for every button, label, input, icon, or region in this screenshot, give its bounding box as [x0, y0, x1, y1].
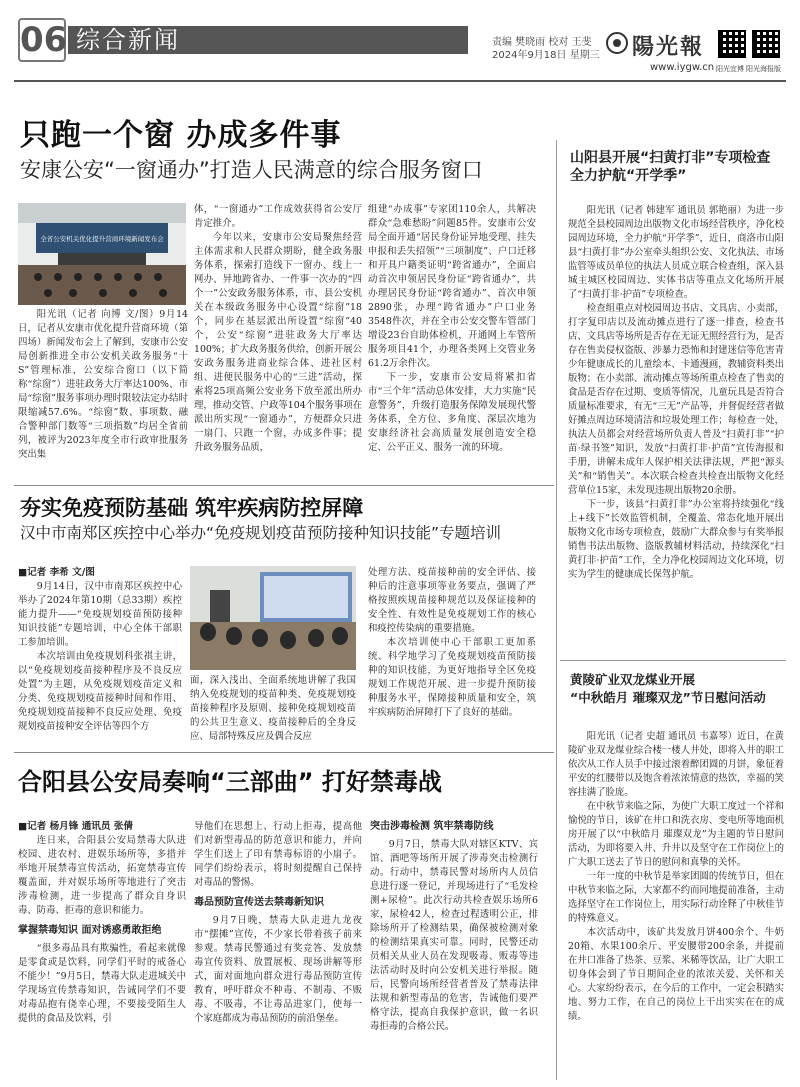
page-number: 06	[20, 20, 68, 60]
side2-title-line2: “中秋皓月 璀璨双龙”节日慰问活动	[570, 690, 766, 705]
paragraph: 体，“一窗通办”工作成效获得省公安厅肯定推介。	[194, 204, 362, 229]
article3-subhead-3: 突击涉毒检测 筑牢禁毒防线	[370, 821, 494, 832]
paragraph: 下一步，该县“扫黄打非”办公室将持续强化“线上+线下”长效监管机制，全覆盖、常态化地开展出版物文化市场专项检查，鼓励广大群众参与有奖举报销售书法出版物、盗版教辅材料活动，持续深化“扫黄打非·护苗”工作，全力净化校园周边文化环境，切实为学生的健康成长保驾护航。	[568, 499, 784, 580]
article2-column-1	[18, 566, 182, 748]
newspaper-logo	[606, 30, 714, 58]
article2-column-3	[368, 566, 536, 748]
article2-subtitle: 汉中市南郑区疾控中心举办“免疫规划疫苗预防接种知识技能”专题培训	[20, 524, 502, 542]
paragraph: 组建“办成事”专家团110余人，共解决群众“急难愁盼”问题85件。安康市公安局全面开通“居民身份证异地受理、挂失申报和丢失招领”“三项制度”、户口迁移和开具户籍类证明“跨省通办”，全面启动首次申领居民身份证“跨省通办”，共办理居民身份证“跨省通办”、首次申领2890张，办理“跨省通办”户口业务3548件次，并在全市公安交警车管部门增设23台自助体检机，开通网上车管所服务项目41个，办理各类网上交管业务61.2万余件次。	[368, 204, 536, 369]
issue-date: 2024年9月18日 星期三	[492, 50, 600, 61]
paragraph: 在中秋节来临之际，为使广大职工度过一个祥和愉悦的节日，该矿在井口和洗衣房、变电所等地面机房开展了以“中秋皓月 璀璨双龙”为主题的节日慰问活动，为即将要入井、升井以及坚守在工作岗位上的广大职工送去了节日的慰问和真挚的关怀。	[568, 801, 784, 868]
article3-byline: ■记者 杨月锋 通讯员 张倩	[18, 821, 134, 832]
side1-title: 山阳县开展“扫黄打非”专项检查全力护航“开学季”	[570, 150, 771, 184]
header-divider	[14, 80, 786, 82]
divider	[14, 752, 554, 753]
article2-col2-text: 面，深入浅出、全面系统地讲解了我国纳入免疫规划的疫苗种类、免疫规划疫苗接种程序及原则、接种免疫规划疫苗的公共卫生意义、疫苗接种后的全身反应、局部特殊反应及偶合反应	[190, 675, 356, 742]
article1-title: 只跑一个窗 办成多件事	[20, 118, 342, 153]
masthead	[0, 0, 800, 80]
article3-subhead-1: 掌握禁毒知识 面对诱惑勇敢拒绝	[18, 925, 162, 936]
article1-photo	[18, 203, 186, 305]
side2-title-line1: 黄陵矿业双龙煤业开展	[570, 672, 696, 687]
paragraph: 阳光讯（记者 史超 通讯员 韦嘉琴）近日，在黄陵矿业双龙煤业综合楼一楼人井处，即将入井的职工依次从工作人员手中接过滚着醉团圆的月饼，象征着平安的红腰带以及饱含着浓浓情意的热饮，幸福的笑容挂满了脸庞。	[568, 731, 784, 798]
article2-column-2	[190, 674, 356, 748]
paragraph: 今年以来，安康市公安局聚焦经营主体需求和人民群众期盼，健全政务服务体系，探索打造线下一窗办、线上一网办、异地跨省办、一件事一次办的“四个一”公安政务服务体系，市、县公安机关在本级政务服务中心设置“综窗”18个，同步在基层派出所设置“综窗”40个，公安“综窗”进驻政务大厅率达100%；扩大政务服务供给，创新开展公安政务服务进商业综合体、进社区村组、进便民服务中心的“三进”活动，探索将25项高频公安业务下放至派出所办理，推动交管、户政等104个服务事项在派出所实现“一窗通办”，方便群众只进一扇门、只跑一个窗，办成多件事；提升政务服务品质，	[194, 232, 362, 453]
article1-column-2	[194, 203, 362, 479]
paragraph: 一年一度的中秋节是举家团圆的传统节日，但在中秋节来临之际，大家都不约而同地提前准备，主动选择坚守在工作岗位上，用实际行动诠释了中秋佳节的特殊意义。	[568, 871, 784, 924]
side1-body	[568, 204, 784, 652]
paragraph: 下一步，安康市公安局将紧扣省市“三个年”活动总体安排，大力实施“民意警务”，升级打造服务保障发展现代警务体系，全方位、多角度、深层次地为安康经济社会高质量发展创造安全稳定、公平正义、服务一流的环境。	[368, 372, 536, 453]
paragraph: 本次培训由免疫规划科张祺主讲，以“免疫规划疫苗接种程序及不良反应处置”为主题，从免疫规划疫苗定义和分类、免疫规划疫苗接种时间和作用、免疫规划疫苗接种不良反应处理、免疫规划疫苗接种安全评估等四个方	[18, 651, 182, 732]
meeting-photo-icon	[18, 203, 186, 305]
article3-col3-text: 9月7日，禁毒大队对辖区KTV、宾馆、酒吧等场所开展了涉毒突击检测行动。行动中，禁毒民警对场所内人员信息进行逐一登记，并现场进行了“毛发检测+尿检”。此次行动共检查娱乐场所6家，尿检42人，检查过程透明公正，排除场所开了检测结果，确保被检测对象的检测结果真实可靠。同时，民警还动员相关从业人员在发现吸毒、贩毒等违法活动时及时向公安机关进行举报。随后，民警向场所经营者普及了禁毒法律法规和新型毒品的危害，告诫他们要严格守法，提高自我保护意识，做一名识毒拒毒的合格公民。	[370, 839, 538, 1032]
article3-column-3	[370, 820, 538, 1078]
column-divider	[556, 140, 557, 1080]
article2-photo	[190, 566, 356, 670]
article1-column-3	[368, 203, 536, 479]
article3-column-1	[18, 820, 186, 1078]
paragraph: 阳光讯（记者 韩建军 通讯员 郭艳丽）为进一步规范全县校园周边出版物文化市场经营秩序，净化校园周边环境，全力护航“开学季”，近日，商洛市山阳县“扫黄打非”办公室牵头组织公安、文化执法、市场监管等成员单位的执法人员成立联合检查组，深入县城主城区校园周边、实体书店等重点文化场所开展了“扫黄打非·护苗”专项检查。	[568, 205, 784, 300]
qr-code-icon	[718, 30, 746, 58]
paragraph: 本次活动中，该矿共发放月饼400余个、牛奶20箱、水果100余斤、平安腰带200余条，并提前在井口准备了热茶、豆浆、米稀等饮品，让广大职工切身体会到了节日期间企业的浓浓关爱、关怀和关心。大家纷纷表示，在今后的工作中，一定会积踏实地、努力工作，在自己的岗位上干出实实在在的成绩。	[568, 927, 784, 1022]
article2-byline: ■记者 李希 文/图	[18, 567, 95, 578]
article1-column-1	[18, 308, 188, 478]
editors-line: 责编 樊晓雨 校对 王斐	[492, 37, 592, 48]
article3-column-2	[194, 820, 362, 1078]
section-title: 综合新闻	[68, 26, 468, 54]
divider	[560, 660, 786, 661]
paragraph: 9月14日，汉中市南郑区疾控中心举办了2024年第10期（总33期）疾控能力提升——“免疫规划疫苗预防接种知识技能”专题培训，中心全体干部职工参加培训。	[18, 581, 182, 648]
article3-subhead-2: 毒品预防宣传送去禁毒新知识	[194, 897, 324, 908]
qr-code-label: 阳光海报版	[746, 65, 781, 73]
paragraph: 本次培训使中心干部职工更加系统、科学地学习了免疫规划疫苗预防接种的知识技能，为更好地指导全区免疫规划工作规范开展、进一步提升预防接种服务水平，保障接种质量和安全，筑牢疾病防治屏障打下了良好的基础。	[368, 637, 536, 718]
divider	[14, 485, 554, 486]
side2-body	[568, 730, 784, 1080]
article3-col2b-text: 9月7日晚，禁毒大队走进九龙夜市“摆摊”宣传，不少家长带着孩子前来参观。禁毒民警通过有奖竞答、发放禁毒宣传资料、放置展板、现场讲解等形式，面对面地向群众进行毒品预防宣传教育，呼吁群众不种毒、不制毒、不贩毒、不吸毒，不让毒品进家门，使每一个家庭都成为毒品预防的前沿堡垒。	[194, 915, 362, 1024]
article1-subtitle: 安康公安“一窗通办”打造人民满意的综合服务窗口	[20, 158, 483, 182]
qr-code-icon	[752, 30, 780, 58]
website-link[interactable]: www.iygw.cn	[650, 62, 715, 73]
article2-title: 夯实免疫预防基础 筑牢疾病防控屏障	[20, 496, 364, 520]
training-photo-icon	[190, 566, 356, 670]
qr-code-label: 阳光宜傅	[716, 65, 744, 73]
photo-banner-text: 全省公安机关优化提升营商环境新闻发布会	[40, 235, 164, 243]
article3-col1-text: 连日来，合阳县公安局禁毒大队进校园、进农村、进娱乐场所等，多措并举地开展禁毒宣传活动，拓宽禁毒宣传覆盖面，并对娱乐场所等地进行了突击涉毒检测，进一步提高了群众自身识毒、防毒、拒毒的意识和能力。	[18, 835, 186, 916]
editor-credits	[492, 36, 600, 62]
article3-title: 合阳县公安局奏响“三部曲” 打好禁毒战	[18, 768, 442, 796]
sun-logo-icon	[606, 32, 628, 54]
paragraph: 处理方法、疫苗接种前的安全评估、接种后的注意事项等业务要点，强调了严格按照疾规苗接种规范以及保证接种的安全性、有效性是免疫规划工作的核心和疫控传染病的重要措施。	[368, 567, 536, 634]
paragraph: 检查组重点对校园周边书店、文具店、小卖部，打字复印店以及流动摊点进行了逐一排查，检查书店、文具店等场所是否存在无证无照经营行为，是否存在售卖侵权盗版、涉暴力恐怖和封建迷信等危害青少年健康成长的儿童绘本、卡通漫画，教辅资料类出版物；在小卖部、流动摊点等场所重点检查了售卖的食品是否存在过期、变质等情况，儿童玩具是否符合质量标准要求，有无“三无”产品等，并督促经营者做好摊点周边环境清洁和垃圾处理工作；每检查一处，执法人员都会对经营场所负责人普及“扫黄打非”“护苗·绿书签”知识，发放“扫黄打非·护苗”宣传海报和手册，讲解未成年人保护相关法律法规，严把“源头关”和“销售关”。本次联合检查共检查出版物文化经营单位15家，未发现违规出版物20余册。	[568, 303, 784, 496]
logo-text: 陽光報	[632, 34, 705, 60]
article1-col1-text: 阳光讯（记者 向博 文/图）9月14日，记者从安康市优化提升营商环境（第四场）新闻发布会上了解到，安康市公安局创新推进全市公安机关政务服务“十S”管理标准，公安综合窗口（以下简称“综窗”）进驻政务大厅率达100%、市局“综窗”服务事项办理时限较法定办结时限缩减57.6%。“综窗”数、事项数、融合警种部门数等“三项指数”均居全省前列，被评为2023年度全市行政审批服务突出集	[18, 309, 188, 460]
article3-col1b-text: “很多毒品具有欺骗性，看起来就像是零食或是饮料，同学们平时的戒备心不能少！”9月5日，禁毒大队走进城关中学现场宣传禁毒知识，告诫同学们不要对毒品抱有侥幸心理，不要接受陌生人提供的食品及饮料，引	[18, 943, 186, 1024]
article3-col2-text: 导他们在思想上、行动上拒毒，提高他们对新型毒品的防范意识和能力，并向学生们送上了印有禁毒标语的小扇子。同学们纷纷表示，将时刻提醒自己保持对毒品的警惕。	[194, 821, 362, 888]
